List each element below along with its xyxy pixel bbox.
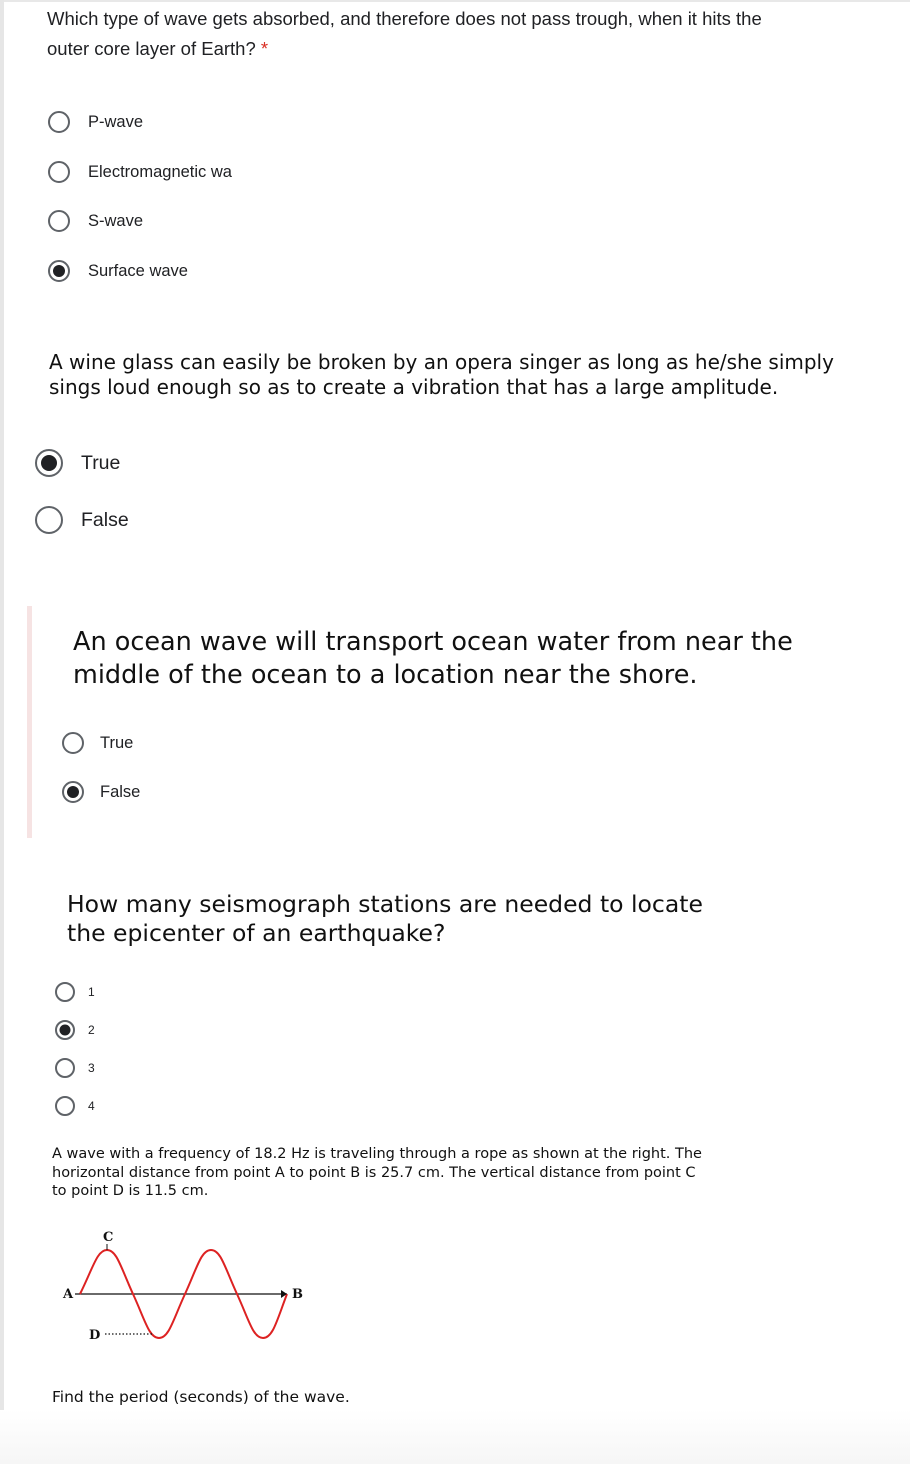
required-asterisk: * bbox=[260, 38, 269, 59]
question-2-text: A wine glass can easily be broken by an opera singer as long as he/she simply sings loud enough so as to create a vibration that has a large amplitude. bbox=[49, 350, 834, 399]
option-label: False bbox=[81, 508, 129, 531]
radio-button[interactable] bbox=[48, 210, 70, 232]
radio-button-selected[interactable] bbox=[62, 781, 84, 803]
question-3-text: An ocean wave will transport ocean water from near the middle of the ocean to a location near the shore. bbox=[73, 627, 793, 690]
option-label: Electromagnetic wa bbox=[88, 162, 232, 181]
radio-button[interactable] bbox=[35, 506, 63, 534]
q1-option-surface-wave[interactable] bbox=[48, 260, 188, 282]
radio-button-selected[interactable] bbox=[48, 260, 70, 282]
option-label: 4 bbox=[88, 1099, 95, 1113]
option-label: True bbox=[100, 733, 134, 752]
label-d: D bbox=[89, 1328, 101, 1343]
radio-button[interactable] bbox=[55, 1058, 75, 1078]
option-label: 1 bbox=[88, 985, 95, 999]
radio-button[interactable] bbox=[48, 161, 70, 183]
q1-option-s-wave[interactable] bbox=[48, 210, 143, 232]
question-3-accent-bar bbox=[27, 606, 32, 838]
q2-option-true[interactable] bbox=[35, 449, 120, 477]
q1-option-p-wave[interactable] bbox=[48, 111, 143, 133]
top-border bbox=[0, 0, 910, 2]
q4-option-3[interactable] bbox=[55, 1058, 95, 1078]
q4-option-1[interactable] bbox=[55, 982, 95, 1002]
wave-diagram bbox=[55, 1228, 315, 1343]
option-label: S-wave bbox=[88, 211, 144, 230]
left-border bbox=[0, 0, 4, 1464]
question-1-text bbox=[47, 4, 807, 64]
radio-button[interactable] bbox=[55, 982, 75, 1002]
radio-button-selected[interactable] bbox=[35, 449, 63, 477]
label-c: C bbox=[103, 1230, 114, 1245]
option-label: Surface wave bbox=[88, 261, 188, 280]
radio-button-selected[interactable] bbox=[55, 1020, 75, 1040]
question-4-text: How many seismograph stations are needed to locate the epicenter of an earthquake? bbox=[67, 890, 703, 947]
radio-button[interactable] bbox=[62, 732, 84, 754]
option-label: P-wave bbox=[88, 112, 144, 131]
q4-option-2[interactable] bbox=[55, 1020, 95, 1040]
option-label: True bbox=[81, 451, 121, 474]
radio-button[interactable] bbox=[48, 111, 70, 133]
radio-button[interactable] bbox=[55, 1096, 75, 1116]
option-label: 2 bbox=[88, 1023, 95, 1037]
label-b: B bbox=[292, 1287, 303, 1302]
q4-option-4[interactable] bbox=[55, 1096, 95, 1116]
option-label: False bbox=[100, 782, 141, 801]
q3-option-false[interactable] bbox=[62, 781, 140, 803]
q2-option-false[interactable] bbox=[35, 506, 129, 534]
label-a: A bbox=[63, 1287, 74, 1302]
question-5-prompt: Find the period (seconds) of the wave. bbox=[52, 1388, 350, 1406]
bottom-fade bbox=[0, 1410, 910, 1464]
question-5-problem-text: A wave with a frequency of 18.2 Hz is traveling through a rope as shown at the right. The horizontal distance from point A to point B is 25.7 cm. The vertical distance from point C to point D is 11.5 cm. bbox=[52, 1146, 702, 1199]
q3-option-true[interactable] bbox=[62, 732, 133, 754]
q1-option-electromagnetic[interactable] bbox=[48, 161, 232, 183]
option-label: 3 bbox=[88, 1061, 95, 1075]
question-1-label: Which type of wave gets absorbed, and therefore does not pass trough, when it hits the outer core layer of Earth? bbox=[47, 8, 762, 59]
